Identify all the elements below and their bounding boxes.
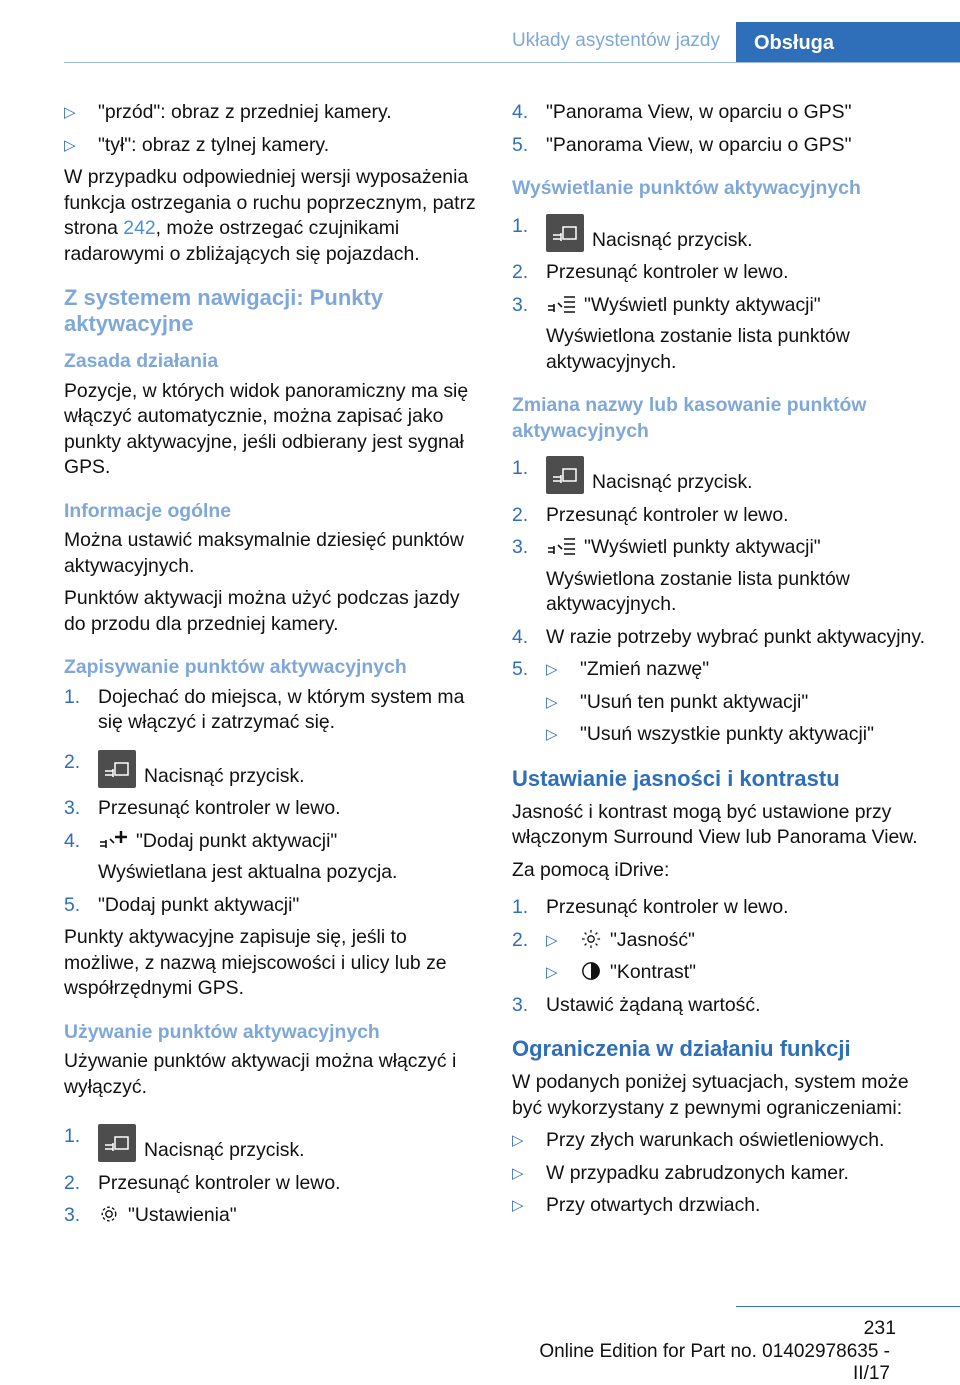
subheading: Używanie punktów aktywacyjnych <box>64 1020 380 1043</box>
list-item: 4. "Panorama View, w oparciu o GPS" <box>512 101 852 123</box>
list-item: ▷ "Jasność" <box>546 928 930 954</box>
paragraph: Można ustawić maksymalnie dziesięć punktów aktywacyjnych. <box>64 529 464 577</box>
bullet-icon: ▷ <box>512 1132 524 1149</box>
list-item: 2. Przesunąć kontroler w lewo. <box>64 1171 341 1194</box>
list-item: ▷ Przy otwartych drzwiach. <box>512 1193 930 1219</box>
list-item: ▷ "tył": obraz z tylnej kamery. <box>64 133 480 159</box>
list-item: 1. Nacisnąć przycisk. <box>512 214 753 251</box>
list-points-icon <box>546 536 576 556</box>
paragraph: Za pomocą iDrive: <box>512 858 670 881</box>
paragraph: Punkty aktywacyjne zapisuje się, jeśli to możliwe, z nazwą miejscowości i ulicy lub ze współrzędnymi GPS. <box>64 926 447 999</box>
list-item: ▷ "Kontrast" <box>546 960 930 986</box>
bullet-icon: ▷ <box>546 964 558 981</box>
paragraph: Używanie punktów aktywacji można włączyć i wyłączyć. <box>64 1050 457 1098</box>
section-heading: Z systemem nawigacji: Punkty aktywacyjne <box>64 285 384 336</box>
bullet-icon: ▷ <box>64 104 76 121</box>
subheading: Zmiana nazwy lub kasowanie punktów aktywacyjnych <box>512 394 867 442</box>
page-header <box>0 0 960 62</box>
list-item: ▷ Przy złych warunkach oświetleniowych. <box>512 1128 930 1154</box>
subheading: Informacje ogólne <box>64 499 231 522</box>
list-item: 5. "Dodaj punkt aktywacji" <box>64 893 300 916</box>
list-item: 2. Przesunąć kontroler w lewo. <box>512 261 789 283</box>
header-rule <box>64 62 960 63</box>
list-item: 3. Przesunąć kontroler w lewo. <box>64 797 341 819</box>
gear-icon <box>98 1204 120 1224</box>
list-item: ▷ "przód": obraz z przedniej kamery. <box>64 100 480 126</box>
page-link[interactable]: 242 <box>123 217 156 239</box>
list-item: ▷ "Usuń ten punkt aktywacji" <box>546 690 930 716</box>
list-item: 2. Przesunąć kontroler w lewo. <box>512 503 789 526</box>
camera-button-icon <box>98 1124 136 1162</box>
list-item: 1. Nacisnąć przycisk. <box>64 1125 305 1161</box>
list-item: 1. Nacisnąć przycisk. <box>512 457 753 493</box>
left-column <box>64 100 480 1236</box>
paragraph: W podanych poniżej sytuacjach, system może być wykorzystany z pewnymi ograniczeniami: <box>512 1071 909 1119</box>
camera-button-icon <box>546 214 584 252</box>
bullet-icon: ▷ <box>546 661 558 678</box>
page-number: 231 <box>863 1317 896 1339</box>
list-item: 1. Przesunąć kontroler w lewo. <box>512 896 789 918</box>
camera-button-icon <box>98 750 136 788</box>
bullet-icon: ▷ <box>546 726 558 743</box>
bullet-icon: ▷ <box>64 136 76 154</box>
contrast-icon <box>580 961 602 981</box>
camera-button-icon <box>546 456 584 494</box>
bullet-icon: ▷ <box>512 1197 524 1214</box>
right-column <box>512 100 930 1226</box>
brightness-icon <box>580 929 602 949</box>
add-point-icon <box>98 830 128 850</box>
footer-rule <box>736 1306 960 1307</box>
list-item: 2. Nacisnąć przycisk. <box>64 750 305 787</box>
subheading: Zapisywanie punktów aktywacyjnych <box>64 656 407 678</box>
edition-line: Online Edition for Part no. 01402978635 - II/17 <box>539 1341 890 1384</box>
list-item: ▷ W przypadku zabrudzonych kamer. <box>512 1161 930 1187</box>
list-item: 3. "Ustawienia" <box>64 1204 237 1226</box>
list-item: 4. W razie potrzeby wybrać punkt aktywacyjny. <box>512 625 925 648</box>
list-item: ▷ "Zmień nazwę" <box>546 657 930 683</box>
paragraph: Punktów aktywacji można użyć podczas jazdy do przodu dla przedniej kamery. <box>64 587 460 635</box>
cross-traffic-paragraph: W przypadku odpowiedniej wersji wyposażenia funkcja ostrzegania o ruchu poprzecznym, patrz strona 242, może ostrzegać czujnikami radarowymi o zbliżających się pojazdach. <box>64 166 476 265</box>
list-item: 1. Dojechać do miejsca, w którym system ma się włączyć i zatrzymać się. <box>64 685 465 733</box>
list-item: 3. Ustawić żądaną wartość. <box>512 993 761 1016</box>
list-points-icon <box>546 294 576 314</box>
list-item: 4. "Dodaj punkt aktywacji" Wyświetlana jest aktualna pozycja. <box>64 829 398 883</box>
section-heading: Ograniczenia w działaniu funkcji <box>512 1036 851 1061</box>
list-item: ▷ "Usuń wszystkie punkty aktywacji" <box>546 722 930 748</box>
paragraph: Pozycje, w których widok panoramiczny ma się włączyć automatycznie, można zapisać jako punkty aktywacyjne, jeśli odbierany jest sygnał GPS. <box>64 379 469 478</box>
bullet-icon: ▷ <box>546 931 558 949</box>
header-section-title: Układy asystentów jazdy <box>511 30 720 51</box>
list-item: 3. "Wyświetl punkty aktywacji" Wyświetlona zostanie lista punktów aktywacyjnych. <box>512 293 850 373</box>
bullet-icon: ▷ <box>546 693 558 711</box>
bullet-icon: ▷ <box>512 1164 524 1182</box>
header-chapter-tab: Obsługa <box>736 22 960 62</box>
list-item: 2. ▷ "Jasność" ▷ "Kontrast" <box>512 928 930 986</box>
list-item: 5. "Panorama View, w oparciu o GPS" <box>512 133 852 156</box>
paragraph: Jasność i kontrast mogą być ustawione przy włączonym Surround View lub Panorama View. <box>512 800 918 848</box>
subheading: Zasada działania <box>64 350 219 372</box>
section-heading: Ustawianie jasności i kontrastu <box>512 765 840 791</box>
list-item: 5. ▷ "Zmień nazwę" ▷ "Usuń ten punkt aktywacji" ▷ "Usuń wszystkie punkty aktywacji" <box>512 657 930 748</box>
list-item: 3. "Wyświetl punkty aktywacji" Wyświetlona zostanie lista punktów aktywacyjnych. <box>512 536 850 615</box>
subheading: Wyświetlanie punktów aktywacyjnych <box>512 177 861 199</box>
